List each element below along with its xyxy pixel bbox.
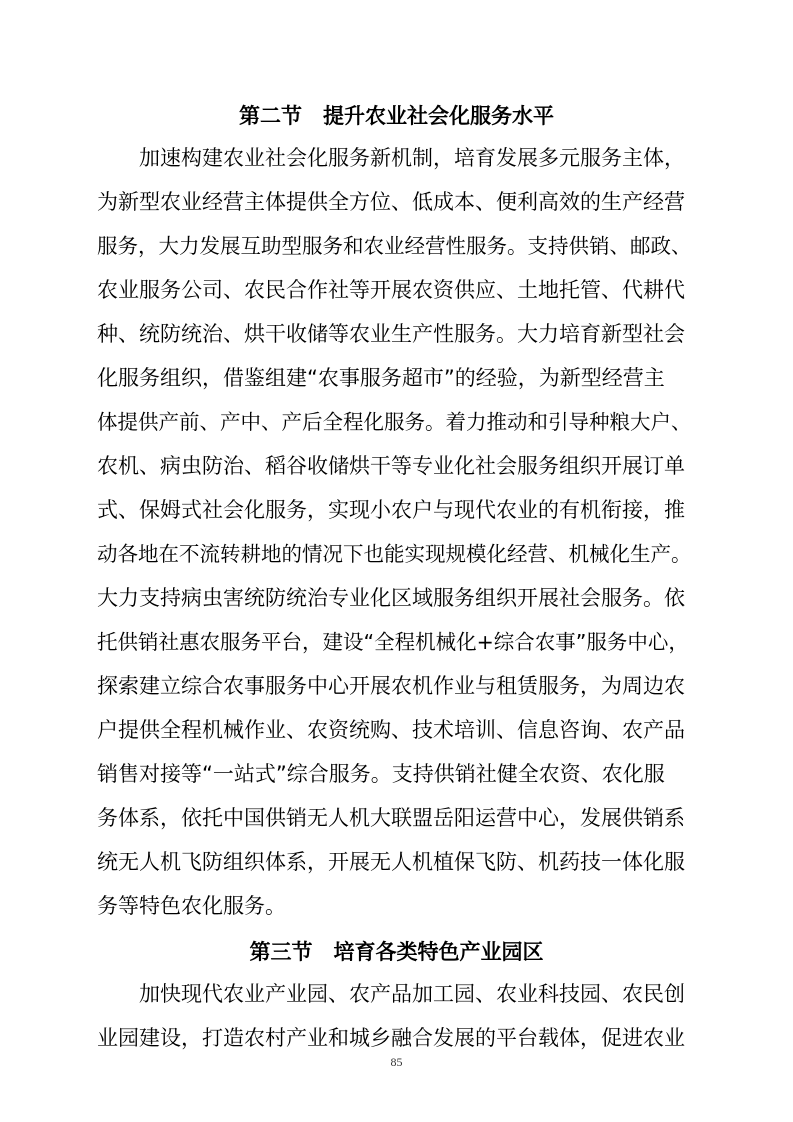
paragraph-line: 托供销社惠农服务平台，建设“全程机械化+综合农事”服务中心， [97, 630, 689, 654]
section-heading-2: 第二节 提升农业社会化服务水平 [239, 104, 554, 128]
paragraph-line: 大力支持病虫害统防统治专业化区域服务组织开展社会服务。依 [97, 586, 685, 610]
paragraph-line: 销售对接等“一站式”综合服务。支持供销社健全农资、农化服 [97, 762, 665, 786]
paragraph-line: 种、统防统治、烘干收储等农业生产性服务。大力培育新型社会 [97, 322, 685, 346]
paragraph-line: 服务，大力发展互助型服务和农业经营性服务。支持供销、邮政、 [97, 234, 692, 258]
paragraph-line: 加快现代农业产业园、农产品加工园、农业科技园、农民创 [139, 982, 685, 1006]
paragraph-line: 统无人机飞防组织体系，开展无人机植保飞防、机药技一体化服 [97, 850, 685, 874]
paragraph-line: 务等特色农化服务。 [97, 894, 286, 918]
paragraph-line: 农业服务公司、农民合作社等开展农资供应、土地托管、代耕代 [97, 278, 685, 302]
paragraph-line: 加速构建农业社会化服务新机制，培育发展多元服务主体， [139, 146, 685, 170]
paragraph-line: 业园建设，打造农村产业和城乡融合发展的平台载体，促进农业 [97, 1026, 685, 1050]
section-heading-3: 第三节 培育各类特色产业园区 [249, 940, 544, 964]
paragraph-line: 探索建立综合农事服务中心开展农机作业与租赁服务，为周边农 [97, 674, 685, 698]
paragraph-line: 户提供全程机械作业、农资统购、技术培训、信息咨询、农产品 [97, 718, 685, 742]
paragraph-line: 动各地在不流转耕地的情况下也能实现规模化经营、机械化生产。 [97, 542, 692, 566]
paragraph-line: 化服务组织，借鉴组建“农事服务超市”的经验，为新型经营主 [97, 366, 665, 390]
paragraph-line: 农机、病虫防治、稻谷收储烘干等专业化社会服务组织开展订单 [97, 454, 685, 478]
page-number: 85 [390, 1055, 403, 1069]
paragraph-line: 体提供产前、产中、产后全程化服务。着力推动和引导种粮大户、 [97, 410, 692, 434]
paragraph-line: 为新型农业经营主体提供全方位、低成本、便利高效的生产经营 [97, 190, 685, 214]
paragraph-line: 式、保姆式社会化服务，实现小农户与现代农业的有机衔接，推 [97, 498, 685, 522]
paragraph-line: 务体系，依托中国供销无人机大联盟岳阳运营中心，发展供销系 [97, 806, 685, 830]
